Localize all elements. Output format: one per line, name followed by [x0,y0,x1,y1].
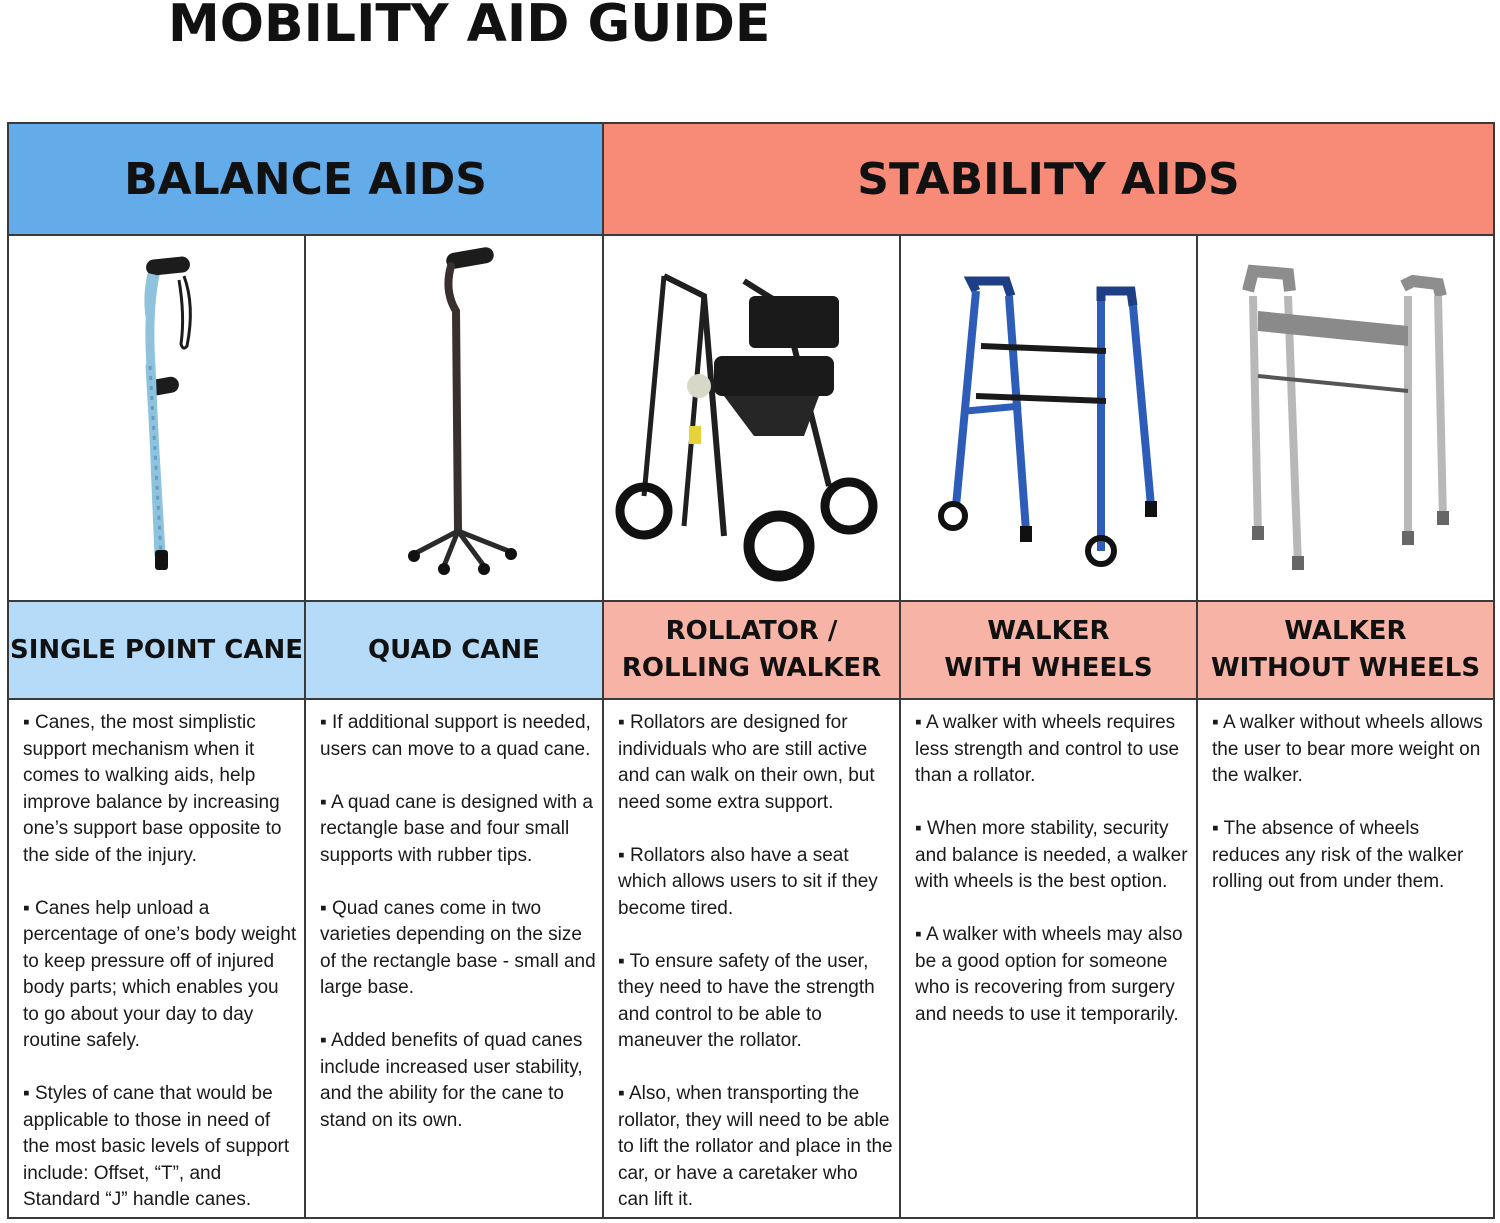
rollator-heading [602,600,901,700]
heading-line: ROLLING WALKER [621,653,882,683]
heading-line: WALKER [1284,616,1407,646]
single-point-cane-image [7,234,306,602]
bullet-text: ▪ Canes help unload a percentage of one’s body weight to keep pressure off of injured body parts; which enables you to go about your day to day routine safely. [23,897,297,1051]
heading-line: WITHOUT WHEELS [1210,653,1481,683]
bullet-text: ▪ If additional support is needed, users can move to a quad cane. [320,712,591,760]
bullet-text: ▪ Quad canes come in two varieties depending on the size of the rectangle base - small and large base. [320,897,596,998]
single-point-cane-heading [7,600,306,700]
heading-line: QUAD CANE [368,634,540,665]
heading-line: SINGLE POINT CANE [10,634,303,665]
bullet-text: ▪ Canes, the most simplistic support mechanism when it comes to walking aids, help improve balance by increasing one’s support base opposite to the side of the injury. [23,712,282,866]
balance-aids-header: BALANCE AIDS [7,122,604,236]
walker-without-wheels-description [1196,698,1495,1219]
stability-aids-header: STABILITY AIDS [602,122,1495,236]
quad-cane-description [304,698,604,1219]
bullet-text: ▪ A quad cane is designed with a rectangle base and four small supports with rubber tips. [320,791,593,866]
bullet-text: ▪ Styles of cane that would be applicable to those in need of the most basic levels of support include: Offset, “T”, and Standard “J” handle canes. [23,1083,290,1210]
bullet-text: ▪ A walker with wheels may also be a good option for someone who is recovering from surgery and needs to use it temporarily. [915,924,1183,1025]
single-point-cane-description [7,698,306,1219]
bullet-text: ▪ A walker without wheels allows the user to bear more weight on the walker. [1212,712,1483,786]
bullet-text: ▪ When more stability, security and balance is needed, a walker with wheels is the best option. [915,818,1188,892]
bullet-text: ▪ A walker with wheels requires less strength and control to use than a rollator. [915,712,1180,786]
bullet-text: ▪ To ensure safety of the user, they need to have the strength and control to be able to maneuver the rollator. [618,950,875,1051]
walker-without-wheels-heading [1196,600,1495,700]
rollator-description [602,698,901,1219]
mobility-aid-table [7,122,1495,1219]
walker-with-wheels-heading [899,600,1198,700]
page-title: MOBILITY AID GUIDE [168,0,771,54]
heading-line: WALKER [987,616,1110,646]
walker-with-wheels-description [899,698,1198,1219]
bullet-text: ▪ Rollators also have a seat which allows users to sit if they become tired. [618,844,878,919]
wheeled-walker-image [899,234,1198,602]
bullet-text: ▪ Also, when transporting the rollator, they will need to be able to lift the rollator and place in the car, or have a caretaker who can lift it. [618,1083,893,1210]
heading-line: WITH WHEELS [944,653,1153,683]
quad-cane-image [304,234,604,602]
bullet-text: ▪ The absence of wheels reduces any risk of the walker rolling out from under them. [1212,818,1464,892]
heading-line: ROLLATOR / [665,616,838,646]
standard-walker-image [1196,234,1495,602]
rollator-image [602,234,901,602]
quad-cane-heading [304,600,604,700]
bullet-text: ▪ Added benefits of quad canes include increased user stability, and the ability for the cane to stand on its own. [320,1030,583,1131]
bullet-text: ▪ Rollators are designed for individuals who are still active and can walk on their own, but need some extra support. [618,712,875,813]
